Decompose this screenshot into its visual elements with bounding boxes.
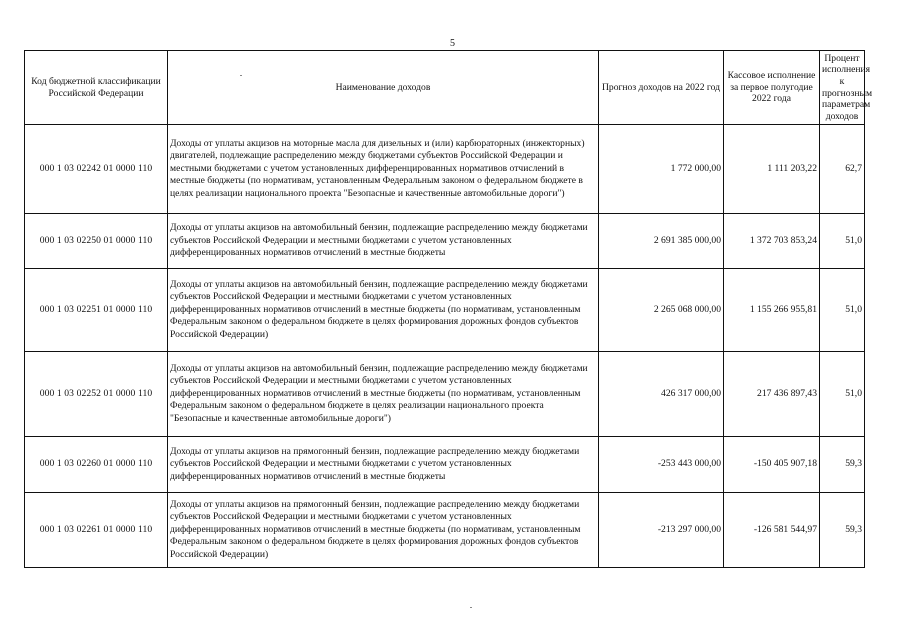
row-percent: 62,7 — [820, 125, 865, 214]
row-forecast: 2 265 068 000,00 — [599, 269, 724, 352]
scan-speck — [240, 75, 242, 76]
page-number: 5 — [450, 38, 455, 49]
table-header-row — [25, 51, 865, 125]
table-row — [25, 269, 865, 352]
header-name: Наименование доходов — [168, 51, 599, 125]
row-percent: 59,3 — [820, 437, 865, 493]
row-percent: 59,3 — [820, 493, 865, 568]
row-percent: 51,0 — [820, 214, 865, 269]
row-percent: 51,0 — [820, 352, 865, 437]
row-name: Доходы от уплаты акцизов на моторные масла для дизельных и (или) карбюраторных (инжекторных) двигателей, подлежащие распределению между бюджетами субъектов Российской Федерации и местными бюджетами с учетом установленных дифференцированных нормативов отчислений в местные бюджеты (по нормативам, установленным Федеральным законом о федеральном бюджете в целях реализации национального проекта "Безопасные и качественные автомобильные дороги") — [168, 125, 599, 214]
row-code: 000 1 03 02261 01 0000 110 — [25, 493, 168, 568]
row-cash: 1 372 703 853,24 — [724, 214, 820, 269]
row-code: 000 1 03 02252 01 0000 110 — [25, 352, 168, 437]
row-code: 000 1 03 02260 01 0000 110 — [25, 437, 168, 493]
row-forecast: 2 691 385 000,00 — [599, 214, 724, 269]
row-forecast: -213 297 000,00 — [599, 493, 724, 568]
row-cash: -126 581 544,97 — [724, 493, 820, 568]
header-percent: Процент исполнения к прогнозным параметрам доходов — [820, 51, 865, 125]
row-code: 000 1 03 02242 01 0000 110 — [25, 125, 168, 214]
row-name: Доходы от уплаты акцизов на автомобильный бензин, подлежащие распределению между бюджетами субъектов Российской Федерации и местными бюджетами с учетом установленных дифференцированных нормативов отчислений в местные бюджеты (по нормативам, установленным Федеральным законом о федеральном бюджете в целях реализации национального проекта "Безопасные и качественные автомобильные дороги") — [168, 352, 599, 437]
row-cash: 217 436 897,43 — [724, 352, 820, 437]
header-forecast: Прогноз доходов на 2022 год — [599, 51, 724, 125]
row-cash: 1 111 203,22 — [724, 125, 820, 214]
table-row — [25, 352, 865, 437]
row-cash: 1 155 266 955,81 — [724, 269, 820, 352]
header-cash-execution: Кассовое исполнение за первое полугодие 2022 года — [724, 51, 820, 125]
row-name: Доходы от уплаты акцизов на прямогонный бензин, подлежащие распределению между бюджетами субъектов Российской Федерации и местными бюджетами с учетом установленных дифференцированных нормативов отчислений в местные бюджеты (по нормативам, установленным Федеральным законом о федеральном бюджете в целях формирования дорожных фондов субъектов Российской Федерации) — [168, 493, 599, 568]
table-row — [25, 437, 865, 493]
row-name: Доходы от уплаты акцизов на прямогонный бензин, подлежащие распределению между бюджетами субъектов Российской Федерации и местными бюджетами с учетом установленных дифференцированных нормативов отчислений в местные бюджеты — [168, 437, 599, 493]
header-code: Код бюджетной классификации Российской Федерации — [25, 51, 168, 125]
table-row — [25, 214, 865, 269]
revenue-table — [24, 50, 873, 568]
row-code: 000 1 03 02250 01 0000 110 — [25, 214, 168, 269]
row-percent: 51,0 — [820, 269, 865, 352]
row-name: Доходы от уплаты акцизов на автомобильный бензин, подлежащие распределению между бюджетами субъектов Российской Федерации и местными бюджетами с учетом установленных дифференцированных нормативов отчислений в местные бюджеты — [168, 214, 599, 269]
table-row — [25, 493, 865, 568]
scan-speck — [470, 607, 472, 608]
row-name: Доходы от уплаты акцизов на автомобильный бензин, подлежащие распределению между бюджетами субъектов Российской Федерации и местными бюджетами с учетом установленных дифференцированных нормативов отчислений в местные бюджеты (по нормативам, установленным Федеральным законом о федеральном бюджете в целях формирования дорожных фондов субъектов Российской Федерации) — [168, 269, 599, 352]
table-row — [25, 125, 865, 214]
row-forecast: -253 443 000,00 — [599, 437, 724, 493]
row-cash: -150 405 907,18 — [724, 437, 820, 493]
row-forecast: 1 772 000,00 — [599, 125, 724, 214]
row-forecast: 426 317 000,00 — [599, 352, 724, 437]
row-code: 000 1 03 02251 01 0000 110 — [25, 269, 168, 352]
